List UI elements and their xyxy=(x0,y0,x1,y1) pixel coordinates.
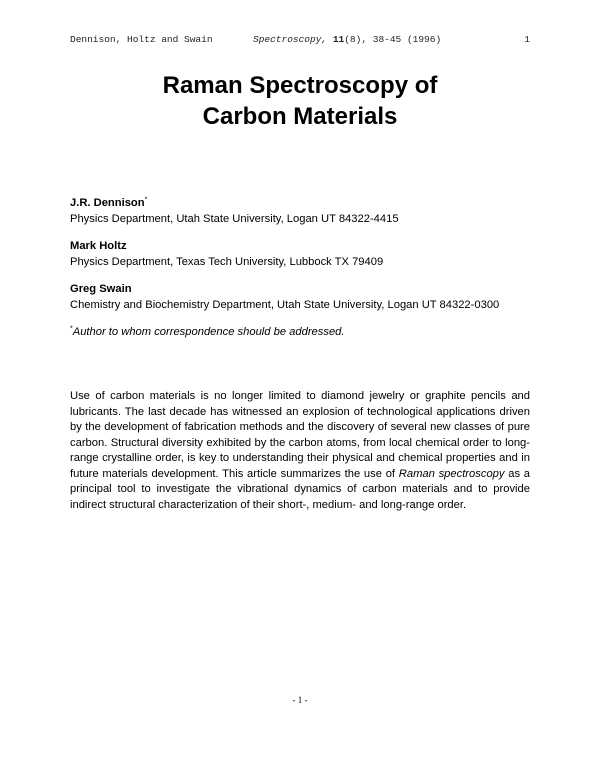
author-name: Greg Swain xyxy=(70,283,132,295)
paper-title xyxy=(0,70,600,132)
author-list xyxy=(70,196,540,341)
running-header-page-number: 1 xyxy=(524,34,530,45)
correspondence-marker: * xyxy=(144,196,148,204)
author-name: J.R. Dennison* xyxy=(70,196,148,209)
author-affiliation: Chemistry and Biochemistry Department, Utah State University, Logan UT 84322-0300 xyxy=(70,298,500,311)
running-header-citation xyxy=(253,34,441,45)
journal-volume: 11 xyxy=(332,34,345,45)
journal-issue-pages-year: (8), 38-45 (1996) xyxy=(344,34,442,45)
abstract-emphasis: Raman spectroscopy xyxy=(398,467,505,480)
running-header xyxy=(70,34,530,48)
abstract-text-2: as a principal tool to investigate the vibrational dynamics of carbon materials and to provide indirect structural characterization of their short-, medium- and long-range order. xyxy=(70,467,530,511)
author-affiliation: Physics Department, Utah State University, Logan UT 84322-4415 xyxy=(70,212,399,225)
journal-name: Spectroscopy, xyxy=(253,34,328,45)
author-block xyxy=(70,239,540,270)
author-name: Mark Holtz xyxy=(70,240,127,252)
correspondence-note xyxy=(70,325,540,341)
paper-title-line-2: Carbon Materials xyxy=(202,103,398,130)
running-header-authors: Dennison, Holtz and Swain xyxy=(70,34,213,45)
page-footer: - 1 - xyxy=(292,695,308,705)
correspondence-note-marker: * xyxy=(70,325,73,333)
paper-title-line-1: Raman Spectroscopy of xyxy=(162,72,438,99)
abstract-text-1: Use of carbon materials is no longer limited to diamond jewelry or graphite pencils and lubricants. The last decade has witnessed an explosion of technological applications driven by the development of fabrication methods and the discovery of several new classes of pure carbon. Structural diversity exhibited by the carbon atoms, from local chemical order to long-range crystalline order, is key to understanding their physical and chemical properties and in future materials development. This article summarizes the use of xyxy=(70,390,530,480)
author-block xyxy=(70,196,540,227)
correspondence-note-text: Author to whom correspondence should be addressed. xyxy=(72,326,345,338)
author-block xyxy=(70,282,540,313)
abstract xyxy=(70,389,530,513)
author-affiliation: Physics Department, Texas Tech University, Lubbock TX 79409 xyxy=(70,255,384,268)
